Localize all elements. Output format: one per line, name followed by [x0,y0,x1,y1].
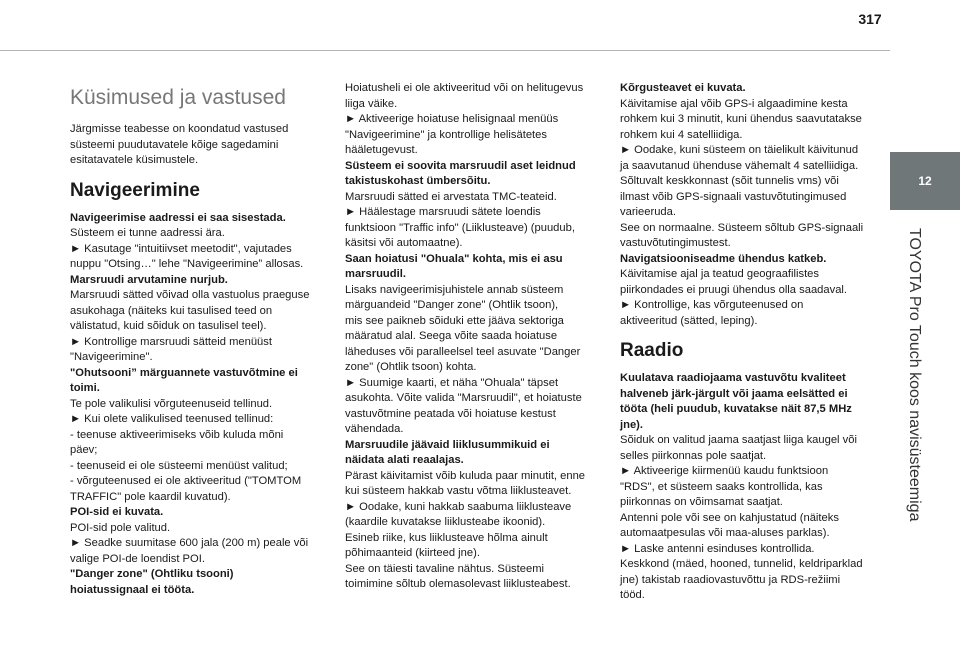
column-3 [620,81,882,604]
question: "Ohutsooni” märguannete vastuvõtmine ei toimi. [70,366,298,394]
page-number: 317 [858,11,882,27]
top-rule [0,50,890,51]
radio-heading: Raadio [620,340,684,361]
question: Marsruudi arvutamine nurjub. [70,273,228,286]
answer: Te pole valikulisi võrguteenuseid tellinud. ► Kui olete valikulised teenused tellinud: - teenuse aktiveerimiseks võib kuluda mõni päev; - teenuseid ei ole süsteemi menüüst valitud; - võrguteenused ei ole aktiveeritud ("TOMTOM TRAFFIC" pole kaardil kuvatud). [70,397,302,503]
answer: Marsruudi sätted võivad olla vastuolus praeguse asukohaga (näiteks kui tasulised teed on välistatud, kuid sõiduk on tasulisel teel). ► Kontrollige marsruudi sätteid menüüst "Navigeerimine". [70,289,310,363]
section-title: Küsimused ja vastused [70,86,286,109]
question: "Danger zone" (Ohtliku tsooni) hoiatussignaal ei tööta. [70,568,234,596]
answer: Lisaks navigeerimisjuhistele annab süsteem märguandeid "Danger zone" (Ohtlik tsoon), mis see paikneb sõiduki ette jääva sektoriga määratud alal. Seega võite saada hoiatuse läheduses või paralleelsel teel asuvate "Danger zone" (Ohtlik tsoon) kohta. ► Suumige kaarti, et näha "Ohuala" täpset asukohta. Võite valida "Marsruudil", et hoiatuste vastuvõtmine peatada või hoiatuse kestust vähendada. [345,283,582,435]
chapter-tab: 12 [890,152,960,210]
question: Navigeerimise aadressi ei saa sisestada. [70,211,286,224]
answer: Sõiduk on valitud jaama saatjast liiga kaugel või selles piirkonnas pole saatjat. ► Aktiveerige kiirmenüü kaudu funktsioon "RDS", et süsteem saaks kontrollida, kas piirkonnas on võimsamat saatjat. Antenni pole või see on kahjustatud (näiteks automaatpesulas või maa-aluses parklas). ► Laske antenni esinduses kontrollida. Keskkond (mäed, hooned, tunnelid, keldriparklad jne) takistab raadiovastuvõttu ja RDS-režiimi tööd. [620,434,863,601]
question: Kõrgusteavet ei kuvata. [620,82,746,94]
navigation-heading: Navigeerimine [70,179,200,201]
column-2 [345,81,610,593]
question: POI-sid ei kuvata. [70,506,164,518]
answer: Pärast käivitamist võib kuluda paar minutit, enne kui süsteem hakkab vastu võtma liiklusteavet. ► Oodake, kuni hakkab saabuma liiklusteave (kaardile kuvatakse liiklusteabe ikoonid). Esineb riike, kus liiklusteave hõlma ainult põhimaanteid (kiirteed jne). See on täiesti tavaline nähtus. Süsteemi toimimine sõltub olemasolevast liiklusteabest. [345,469,586,590]
answer: POI-sid pole valitud. ► Seadke suumitase 600 jala (200 m) peale või valige POI-de loendist POI. [70,521,309,565]
question: Navigatsiooniseadme ühendus katkeb. [620,252,827,265]
chapter-side-title: TOYOTA Pro Touch koos navisüsteemiga [906,228,923,522]
question: Süsteem ei soovita marsruudil aset leidnud takistuskohast ümbersõitu. [345,159,576,187]
answer: Süsteem ei tunne aadressi ära. ► Kasutage "intuitiivset meetodit", vajutades nuppu "Otsing…" lehe "Navigeerimine” allosas. [70,227,304,270]
question: Marsruudile jäävaid liiklusummikuid ei näidata alati reaalajas. [345,438,550,466]
answer: Käivitamise ajal ja teatud geograafilistes piirkondades ei pruugi ühendus olla saadaval. ► Kontrollige, kas võrguteenused on aktiveeritud (sätted, leping). [620,268,848,327]
question: Kuulatava raadiojaama vastuvõtu kvaliteet halveneb järk-järgult või jaama eelsätted ei tööta (heli puudub, kuvatakse näit 87,5 MHz jne). [620,372,852,431]
answer: Hoiatusheli ei ole aktiveeritud või on helitugevus liiga väike. ► Aktiveerige hoiatuse helisignaal menüüs "Navigeerimine" ja kontrollige helisätetes hääletugevust. [345,82,584,156]
column-1 [70,84,338,598]
answer: Käivitamise ajal võib GPS-i algaadimine kesta rohkem kui 3 minutit, kuni ühendus saavutatakse rohkem kui 4 satelliidiga. ► Oodake, kuni süsteem on täielikult käivitunud ja saavutanud ühenduse vähemalt 4 satelliidiga. Sõltuvalt keskkonnast (sõit tunnelis vms) või ilmast võib GPS-signaali vastuvõtutingimused varieeruda. See on normaalne. Süsteem sõltub GPS-signaali vastuvõtutingimustest. [620,97,864,249]
intro-text: Järgmisse teabesse on koondatud vastused süsteemi puudutavatele kõige sagedamini esitatavatele küsimustele. [70,123,289,166]
answer: Marsruudi sätted ei arvestata TMC-teateid. ► Häälestage marsruudi sätete loendis funktsioon "Traffic info" (Liiklusteave) (puudub, käsitsi või automaatne). [345,190,575,249]
question: Saan hoiatusi "Ohuala" kohta, mis ei asu marsruudil. [345,252,563,280]
